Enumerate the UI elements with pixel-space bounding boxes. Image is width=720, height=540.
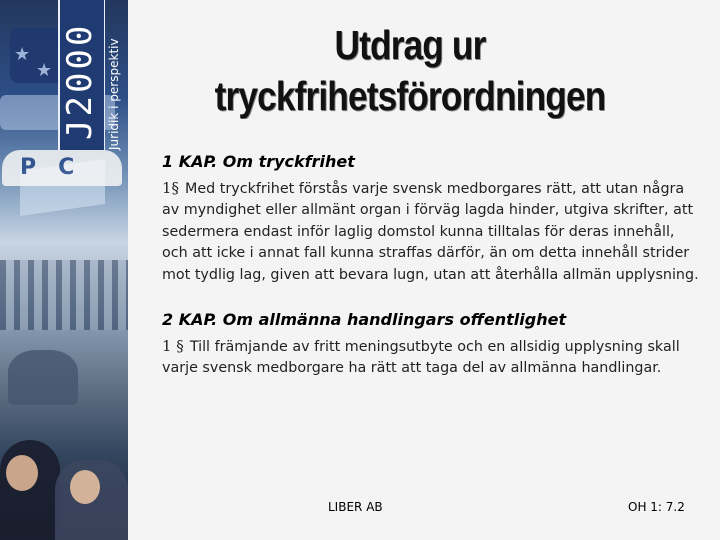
footer-reference: OH 1: 7.2 [628, 500, 685, 514]
page-title-line: Utdrag ur [334, 22, 486, 68]
photo-face-shape [70, 470, 100, 504]
photo-person-shape [8, 350, 78, 405]
brand-tagline-part: Juridik [107, 112, 121, 150]
main-content [162, 152, 702, 380]
photo-child-shape [0, 440, 60, 540]
brand-logo: J2000 [60, 22, 100, 140]
photo-face-shape [6, 455, 38, 491]
brand-tagline-part: perspektiv [107, 38, 121, 102]
section-1 [162, 152, 702, 286]
brand-tagline [104, 0, 124, 150]
section-heading: 1 KAP. Om tryckfrihet [162, 152, 355, 171]
brand-tagline-part: i [107, 105, 121, 109]
section-paragraph [162, 178, 702, 286]
section-symbol: 1§ [162, 179, 180, 197]
section-text: Till främjande av fritt meningsutbyte och en allsidig upplysning skall varje svensk medborgare ha rätt att taga del av allmänna handlingar. [162, 339, 680, 377]
page-title [186, 20, 633, 122]
section-text: Med tryckfrihet förstås varje svensk medborgares rätt, att utan några av myndighet eller allmänt organ i förväg lagda hinder, utgiva skrifter, att sedermera endast inför laglig domstol kunna tilltalas för deras innehåll, och att icke i annat fall kunna straffas därför, än om detta innehåll strider mot tydlig lag, given att bevara lugn, utan att återhålla allmän upplysning. [162, 181, 699, 283]
photo-sign-text: PC [2, 150, 122, 186]
page-title-line: tryckfrihetsförordningen [214, 73, 606, 119]
footer-publisher: LIBER AB [328, 500, 383, 514]
star-icon: ★ [36, 60, 53, 81]
section-2 [162, 310, 702, 380]
photo-parliament-shape [0, 260, 128, 330]
section-heading: 2 KAP. Om allmänna handlingars offentlighet [162, 310, 567, 330]
section-symbol: 1 § [162, 337, 184, 356]
star-icon: ★ [14, 44, 31, 65]
section-paragraph [162, 336, 702, 380]
